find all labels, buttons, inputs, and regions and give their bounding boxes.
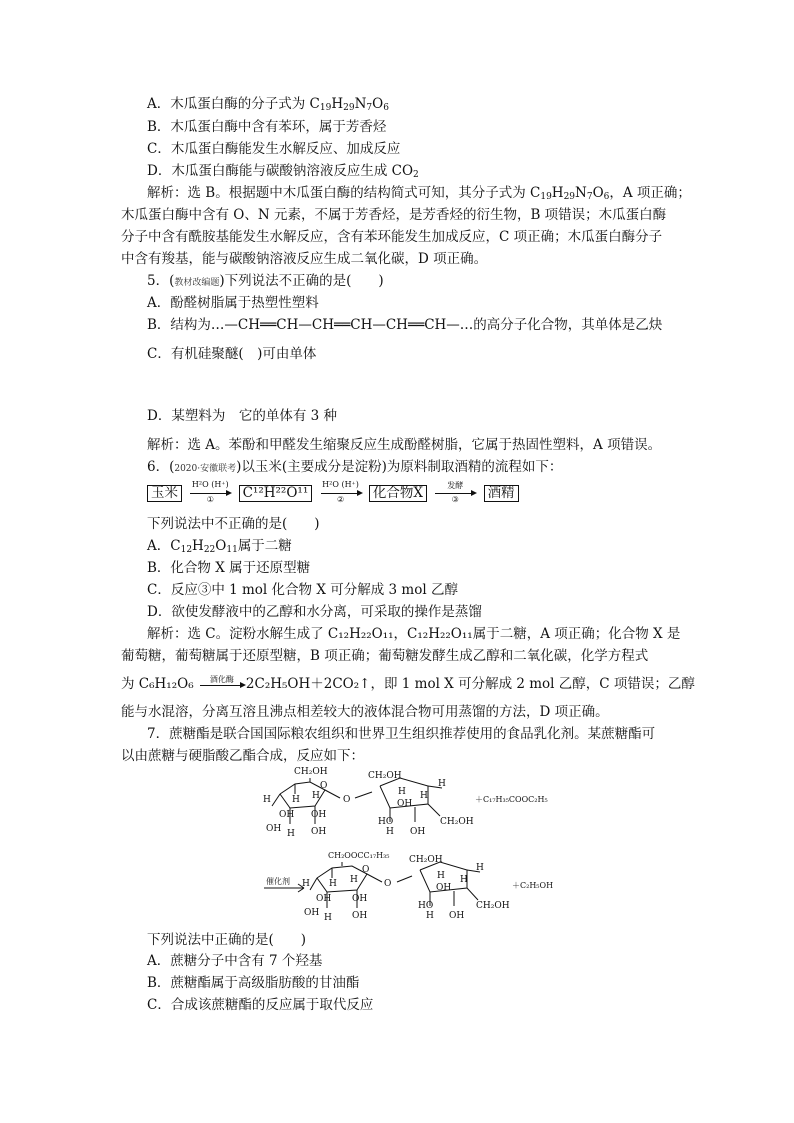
rx2-catalyst: 催化剂: [266, 877, 290, 886]
q4-answer-line3: 分子中含有酰胺基能发生水解反应，含有苯环能发生加成反应，C 项正确；木瓜蛋白酶分子: [121, 229, 663, 245]
svg-text:H: H: [287, 829, 295, 839]
svg-text:OH: OH: [436, 883, 452, 893]
q5-option-b: B．结构为…—CH══CH—CH══CH—CH══CH—…的高分子化合物，其单体是乙炔: [147, 317, 663, 333]
q7-option-b: B．蔗糖酯属于高级脂肪酸的甘油酯: [147, 975, 360, 991]
flow-arrow-2: H²O (H⁺) ②: [322, 480, 359, 504]
svg-text:OH: OH: [311, 810, 327, 820]
svg-text:H: H: [292, 795, 300, 805]
q4-option-d: D．木瓜蛋白酶能与碳酸钠溶液反应生成 $CO_2$: [147, 163, 419, 180]
flow-arrow-1: H²O (H⁺) ①: [191, 480, 229, 504]
svg-text:OH: OH: [279, 810, 295, 820]
svg-text:O: O: [343, 795, 351, 805]
svg-text:H: H: [312, 791, 320, 801]
q7-stem3: 下列说法中正确的是( ): [147, 932, 307, 948]
flow-arrow-3: 发酵 ③: [433, 484, 477, 502]
sucrose-ester-structure: [262, 848, 572, 926]
svg-text:CH₂OH: CH₂OH: [440, 817, 474, 827]
q4-answer-line2: 木瓜蛋白酶中含有 O、N 元素，不属于芳香烃，是芳香烃的衍生物，B 项错误；木瓜蛋白酶: [121, 207, 667, 223]
svg-text:O: O: [362, 865, 370, 875]
svg-text:OH: OH: [316, 894, 332, 904]
q6-flowchart: [147, 480, 519, 504]
svg-text:H: H: [476, 863, 484, 873]
q4-answer-line4: 中含有羧基，能与碳酸钠溶液反应生成二氧化碳，D 项正确。: [121, 251, 488, 267]
svg-text:OH: OH: [397, 799, 413, 809]
flow-box-alcohol: 酒精: [484, 485, 519, 502]
svg-text:O: O: [320, 781, 328, 791]
rx1-ch2oh: CH₂OH: [294, 767, 328, 777]
svg-text:H: H: [350, 875, 358, 885]
q7-stem1: 7．蔗糖酯是联合国国际粮农组织和世界卫生组织推荐使用的食品乳化剂。某蔗糖酯可: [147, 726, 656, 742]
rx2-top-group: CH₂OOCC₁₇H₃₅: [328, 851, 390, 860]
q6-answer-line3: 为 C₆H₁₂O₆ 酒化酶 2C₂H₅OH＋2CO₂↑，即 1 mol X 可分解成 2 mol 乙醇，C 项错误；乙醇: [121, 674, 695, 692]
q5-option-c: C．有机硅聚醚( )可由单体: [147, 346, 317, 362]
q4-option-c: C．木瓜蛋白酶能发生水解反应、加成反应: [147, 141, 401, 157]
flow-box-compound-x: 化合物X: [369, 485, 427, 502]
q6-stem2: 下列说法中不正确的是( ): [147, 516, 320, 532]
q6-source: 2020·安徽联考: [174, 464, 237, 474]
svg-text:CH₂OH: CH₂OH: [476, 901, 510, 911]
svg-text:H: H: [302, 879, 310, 889]
svg-text:H: H: [398, 787, 406, 797]
q6-option-d: D．欲使发酵液中的乙醇和水分离，可采取的操作是蒸馏: [147, 604, 482, 620]
q5-source: 教材改编题: [174, 278, 220, 288]
q6-answer-line2: 葡萄糖，葡萄糖属于还原型糖，B 项正确；葡萄糖发酵生成乙醇和二氧化碳，化学方程式: [121, 648, 649, 664]
rx2-product: ＋C₂H₅OH: [512, 881, 554, 890]
q6-answer-line4: 能与水混溶，分离互溶且沸点相差较大的液体混合物可用蒸馏的方法，D 项正确。: [121, 704, 609, 720]
svg-text:H: H: [329, 879, 337, 889]
svg-text:CH₂OH: CH₂OH: [409, 855, 443, 865]
sucrose-structure: [250, 764, 570, 840]
svg-text:O: O: [384, 879, 392, 889]
q7-option-c: C．合成该蔗糖酯的反应属于取代反应: [147, 997, 374, 1013]
rx1-reagent: ＋C₁₇H₃₅COOC₂H₅: [475, 795, 548, 804]
q7-option-a: A．蔗糖分子中含有 7 个羟基: [147, 953, 323, 969]
q5-stem: 5．(教材改编题)下列说法不正确的是( ): [147, 273, 384, 289]
q5-answer: 解析：选 A。苯酚和甲醛发生缩聚反应生成酚醛树脂，它属于热固性塑料，A 项错误。: [147, 437, 662, 453]
svg-text:H: H: [460, 875, 468, 885]
svg-text:H: H: [324, 913, 332, 923]
svg-text:OH: OH: [410, 827, 426, 837]
svg-text:OH: OH: [352, 911, 368, 921]
svg-text:H: H: [438, 779, 446, 789]
enzyme-arrow: 酒化酶: [198, 676, 246, 694]
svg-text:OH: OH: [266, 824, 282, 834]
svg-text:OH: OH: [304, 908, 320, 918]
svg-text:H: H: [437, 871, 445, 881]
q4-option-b: B．木瓜蛋白酶中含有苯环，属于芳香烃: [147, 119, 387, 135]
svg-text:H: H: [420, 791, 428, 801]
svg-text:HO: HO: [378, 817, 394, 827]
svg-text:CH₂OH: CH₂OH: [368, 771, 402, 781]
svg-text:OH: OH: [352, 894, 368, 904]
q6-option-c: C．反应③中 1 mol 化合物 X 可分解成 3 mol 乙醇: [147, 582, 458, 598]
svg-text:H: H: [263, 795, 271, 805]
q6-answer-line1: 解析：选 C。淀粉水解生成了 C₁₂H₂₂O₁₁，C₁₂H₂₂O₁₁属于二糖，A 项正确；化合物 X 是: [147, 626, 681, 642]
q7-stem2: 以由蔗糖与硬脂酸乙酯合成，反应如下：: [121, 748, 364, 764]
svg-text:OH: OH: [449, 911, 465, 921]
q6-option-a: A．$C_{12}H_{22}O_{11}$属于二糖: [147, 538, 292, 555]
q5-option-d: D．某塑料为 它的单体有 3 种: [147, 408, 337, 424]
flow-box-corn: 玉米: [147, 485, 182, 502]
svg-text:OH: OH: [311, 827, 327, 837]
svg-text:H: H: [426, 911, 434, 921]
q4-answer-line1: 解析：选 B。根据题中木瓜蛋白酶的结构简式可知，其分子式为 $C_{19}H_{29}N_7O_6$，A 项正确；: [147, 185, 691, 202]
q5-option-a: A．酚醛树脂属于热塑性塑料: [147, 295, 319, 311]
q4-option-a: A．木瓜蛋白酶的分子式为 $C_{19}H_{29}N_7O_6$: [147, 96, 389, 113]
q6-option-b: B．化合物 X 属于还原型糖: [147, 560, 311, 576]
flow-box-disaccharide: C¹²H²²O¹¹: [239, 485, 313, 502]
q6-stem: 6．(2020·安徽联考)以玉米(主要成分是淀粉)为原料制取酒精的流程如下：: [147, 459, 563, 475]
svg-text:HO: HO: [418, 901, 434, 911]
svg-text:H: H: [386, 827, 394, 837]
